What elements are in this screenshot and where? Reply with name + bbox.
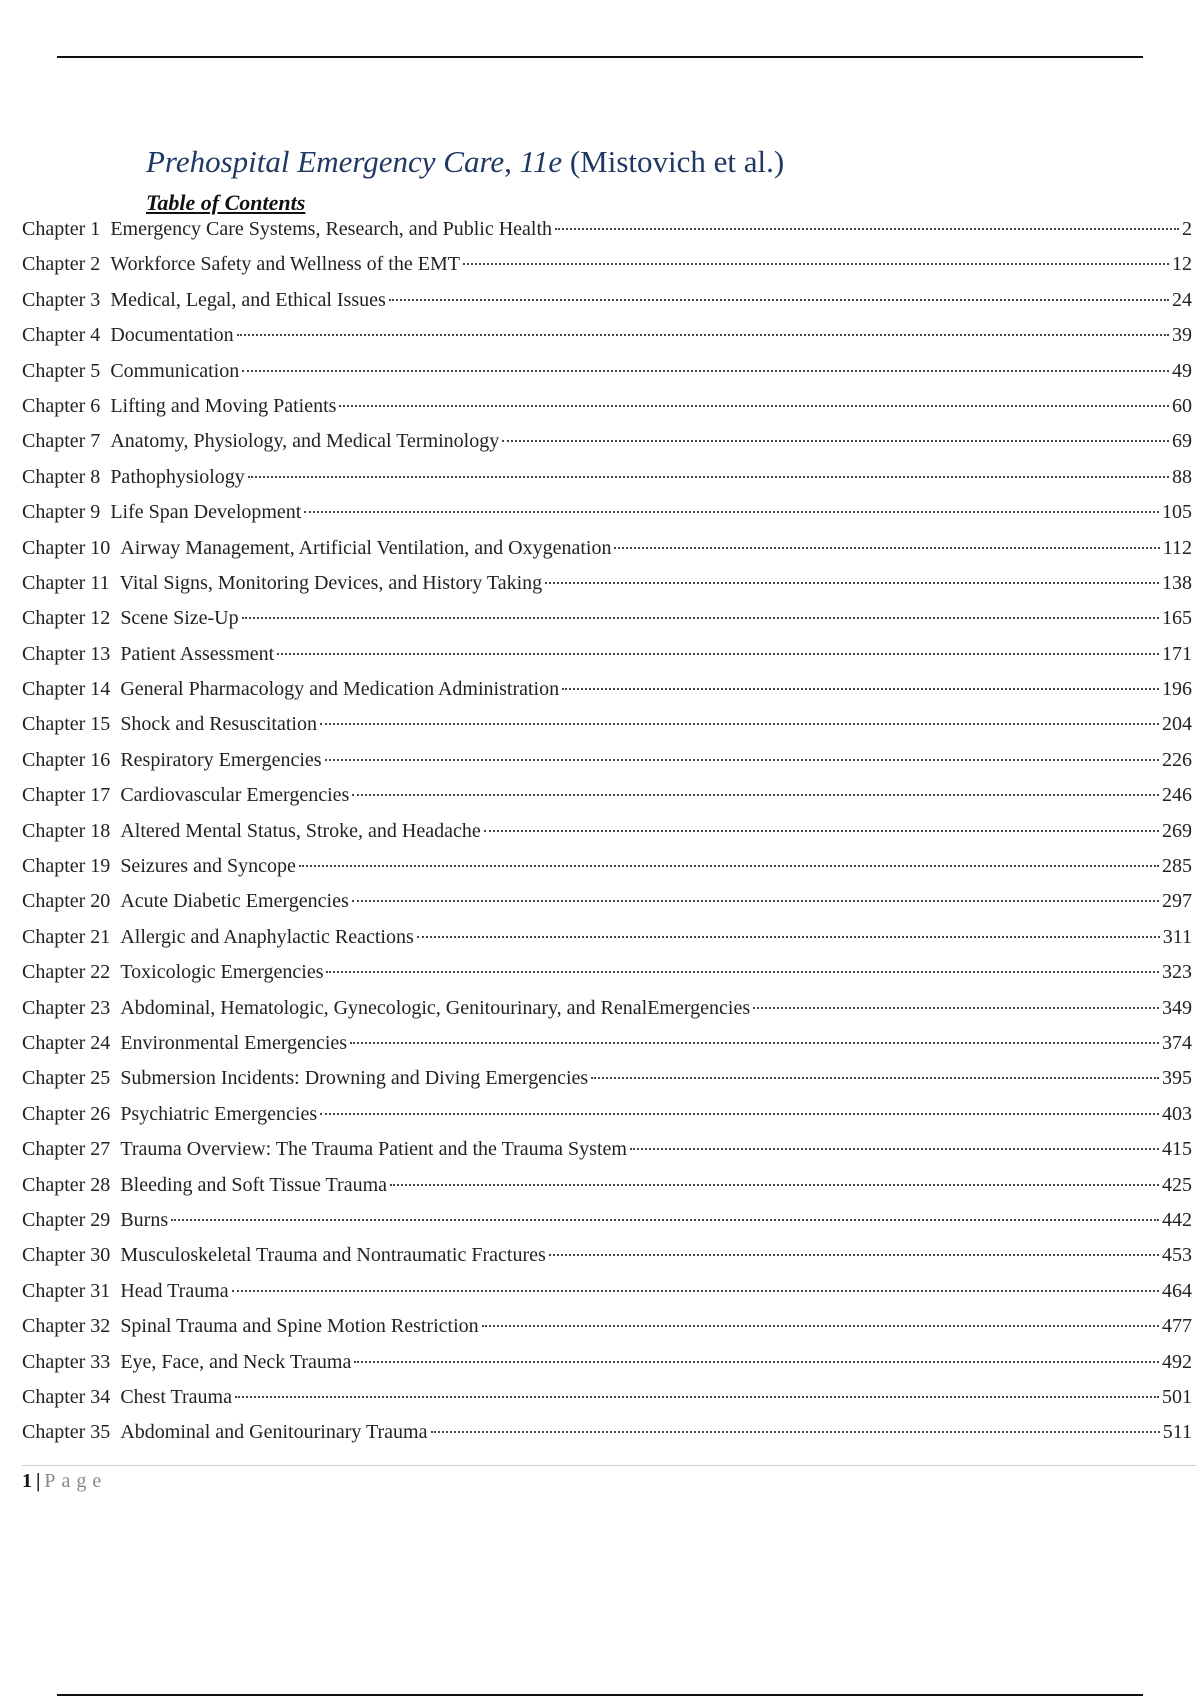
toc-dot-leader bbox=[242, 617, 1159, 619]
toc-entry[interactable] bbox=[22, 920, 1192, 955]
toc-page-number: 297 bbox=[1162, 890, 1192, 913]
toc-list bbox=[22, 212, 1192, 1451]
toc-entry[interactable] bbox=[22, 637, 1192, 672]
toc-chapter-number: Chapter 11 bbox=[22, 571, 110, 594]
toc-dot-leader bbox=[350, 1042, 1159, 1044]
document-title-authors: (Mistovich et al.) bbox=[562, 144, 785, 179]
toc-chapter-number: Chapter 7 bbox=[22, 430, 101, 453]
toc-chapter-title: Emergency Care Systems, Research, and Public Health bbox=[110, 218, 553, 240]
toc-dot-leader bbox=[339, 405, 1169, 407]
toc-entry[interactable] bbox=[22, 1345, 1192, 1380]
toc-chapter-title: Workforce Safety and Wellness of the EMT bbox=[110, 253, 460, 276]
toc-page-number: 112 bbox=[1162, 536, 1192, 559]
toc-dot-leader bbox=[482, 1325, 1159, 1327]
toc-chapter-number: Chapter 27 bbox=[22, 1138, 111, 1161]
toc-dot-leader bbox=[390, 1184, 1159, 1186]
toc-chapter-title: Pathophysiology bbox=[110, 465, 245, 488]
toc-page-number: 204 bbox=[1162, 713, 1192, 736]
toc-page-number: 165 bbox=[1162, 607, 1192, 630]
toc-chapter-title: Documentation bbox=[110, 324, 234, 347]
toc-dot-leader bbox=[591, 1077, 1159, 1079]
toc-page-number: 395 bbox=[1162, 1067, 1192, 1090]
toc-chapter-title: Bleeding and Soft Tissue Trauma bbox=[120, 1173, 388, 1196]
toc-dot-leader bbox=[248, 476, 1169, 478]
toc-chapter-number: Chapter 25 bbox=[22, 1067, 111, 1090]
toc-chapter-number: Chapter 24 bbox=[22, 1031, 111, 1054]
toc-chapter-number: Chapter 22 bbox=[22, 961, 111, 984]
toc-dot-leader bbox=[753, 1007, 1159, 1009]
toc-page-number: 138 bbox=[1162, 571, 1192, 594]
toc-chapter-title: Medical, Legal, and Ethical Issues bbox=[110, 288, 386, 311]
toc-chapter-title: Submersion Incidents: Drowning and Diving Emergencies bbox=[120, 1067, 589, 1090]
toc-dot-leader bbox=[320, 723, 1159, 725]
toc-dot-leader bbox=[417, 936, 1160, 938]
toc-heading: Table of Contents bbox=[146, 190, 306, 215]
toc-chapter-title: General Pharmacology and Medication Administration bbox=[120, 678, 560, 701]
toc-entry[interactable] bbox=[22, 318, 1192, 353]
toc-entry[interactable] bbox=[22, 460, 1192, 495]
toc-chapter-title: Trauma Overview: The Trauma Patient and the Trauma System bbox=[120, 1138, 627, 1161]
toc-page-number: 2 bbox=[1182, 218, 1192, 240]
toc-dot-leader bbox=[304, 511, 1159, 513]
toc-page-number: 464 bbox=[1162, 1279, 1192, 1302]
toc-chapter-title: Altered Mental Status, Stroke, and Headache bbox=[120, 819, 481, 842]
toc-chapter-title: Head Trauma bbox=[120, 1279, 229, 1302]
toc-entry[interactable] bbox=[22, 1132, 1192, 1167]
document-title-main: Prehospital Emergency Care, 11e bbox=[146, 144, 563, 179]
toc-dot-leader bbox=[484, 830, 1159, 832]
toc-entry[interactable] bbox=[22, 1061, 1192, 1096]
toc-chapter-title: Toxicologic Emergencies bbox=[120, 961, 324, 984]
toc-dot-leader bbox=[237, 334, 1169, 336]
toc-chapter-number: Chapter 33 bbox=[22, 1350, 111, 1373]
toc-entry[interactable] bbox=[22, 389, 1192, 424]
toc-page-number: 39 bbox=[1172, 324, 1192, 347]
toc-page-number: 374 bbox=[1162, 1031, 1192, 1054]
toc-chapter-title: Musculoskeletal Trauma and Nontraumatic Fractures bbox=[120, 1244, 546, 1267]
toc-page-number: 49 bbox=[1172, 359, 1192, 382]
toc-chapter-number: Chapter 21 bbox=[22, 925, 111, 948]
toc-chapter-number: Chapter 14 bbox=[22, 678, 111, 701]
toc-dot-leader bbox=[555, 228, 1179, 230]
toc-chapter-title: Scene Size-Up bbox=[120, 607, 239, 630]
toc-chapter-number: Chapter 30 bbox=[22, 1244, 111, 1267]
toc-dot-leader bbox=[242, 370, 1169, 372]
toc-chapter-number: Chapter 35 bbox=[22, 1421, 111, 1444]
toc-chapter-title: Patient Assessment bbox=[120, 642, 275, 665]
toc-chapter-title: Acute Diabetic Emergencies bbox=[120, 890, 349, 913]
page-number: 1 bbox=[22, 1470, 32, 1492]
toc-page-number: 69 bbox=[1172, 430, 1192, 453]
toc-dot-leader bbox=[562, 688, 1159, 690]
toc-chapter-number: Chapter 19 bbox=[22, 855, 111, 878]
toc-entry[interactable] bbox=[22, 1274, 1192, 1309]
toc-chapter-title: Abdominal, Hematologic, Gynecologic, Genitourinary, and RenalEmergencies bbox=[120, 996, 751, 1019]
toc-dot-leader bbox=[545, 582, 1159, 584]
toc-chapter-number: Chapter 16 bbox=[22, 748, 111, 771]
toc-dot-leader bbox=[326, 971, 1159, 973]
toc-entry[interactable] bbox=[22, 283, 1192, 318]
toc-chapter-number: Chapter 32 bbox=[22, 1315, 111, 1338]
toc-entry[interactable] bbox=[22, 1168, 1192, 1203]
toc-dot-leader bbox=[320, 1113, 1159, 1115]
toc-chapter-title: Environmental Emergencies bbox=[120, 1031, 348, 1054]
toc-entry[interactable] bbox=[22, 601, 1192, 636]
footer-separator: | bbox=[36, 1470, 41, 1492]
toc-chapter-title: Life Span Development bbox=[110, 501, 302, 524]
toc-chapter-number: Chapter 34 bbox=[22, 1385, 111, 1408]
toc-entry[interactable] bbox=[22, 1309, 1192, 1344]
toc-entry[interactable] bbox=[22, 884, 1192, 919]
toc-chapter-title: Vital Signs, Monitoring Devices, and History Taking bbox=[119, 571, 543, 594]
toc-page-number: 88 bbox=[1172, 465, 1192, 488]
toc-page-number: 196 bbox=[1162, 678, 1192, 701]
toc-entry[interactable] bbox=[22, 814, 1192, 849]
toc-page-number: 442 bbox=[1162, 1208, 1192, 1231]
page-label: Page bbox=[44, 1470, 108, 1492]
toc-chapter-title: Abdominal and Genitourinary Trauma bbox=[120, 1421, 428, 1444]
toc-entry[interactable] bbox=[22, 495, 1192, 530]
toc-chapter-title: Anatomy, Physiology, and Medical Terminology bbox=[110, 430, 500, 453]
toc-chapter-title: Allergic and Anaphylactic Reactions bbox=[120, 925, 414, 948]
toc-chapter-title: Lifting and Moving Patients bbox=[110, 394, 337, 417]
toc-chapter-number: Chapter 28 bbox=[22, 1173, 111, 1196]
toc-chapter-title: Shock and Resuscitation bbox=[120, 713, 317, 736]
toc-chapter-number: Chapter 9 bbox=[22, 501, 101, 524]
toc-dot-leader bbox=[463, 263, 1169, 265]
toc-chapter-number: Chapter 10 bbox=[22, 536, 111, 559]
toc-entry[interactable] bbox=[22, 531, 1192, 566]
top-rule bbox=[57, 56, 1143, 58]
toc-dot-leader bbox=[299, 865, 1159, 867]
toc-entry[interactable] bbox=[22, 566, 1192, 601]
toc-chapter-number: Chapter 6 bbox=[22, 394, 101, 417]
toc-chapter-title: Airway Management, Artificial Ventilation, and Oxygenation bbox=[120, 536, 612, 559]
toc-dot-leader bbox=[354, 1361, 1159, 1363]
toc-chapter-title: Eye, Face, and Neck Trauma bbox=[120, 1350, 352, 1373]
toc-page-number: 246 bbox=[1162, 784, 1192, 807]
toc-entry[interactable] bbox=[22, 354, 1192, 389]
toc-chapter-number: Chapter 12 bbox=[22, 607, 111, 630]
toc-entry[interactable] bbox=[22, 778, 1192, 813]
toc-page-number: 323 bbox=[1162, 961, 1192, 984]
toc-entry[interactable] bbox=[22, 1026, 1192, 1061]
toc-dot-leader bbox=[389, 299, 1169, 301]
toc-chapter-title: Chest Trauma bbox=[120, 1385, 232, 1408]
toc-chapter-number: Chapter 23 bbox=[22, 996, 111, 1019]
toc-page-number: 477 bbox=[1162, 1315, 1192, 1338]
toc-page-number: 349 bbox=[1162, 996, 1192, 1019]
toc-entry[interactable] bbox=[22, 1415, 1192, 1450]
toc-entry[interactable] bbox=[22, 212, 1192, 247]
toc-entry[interactable] bbox=[22, 955, 1192, 990]
toc-chapter-number: Chapter 15 bbox=[22, 713, 111, 736]
toc-page-number: 492 bbox=[1162, 1350, 1192, 1373]
toc-dot-leader bbox=[277, 653, 1159, 655]
toc-chapter-title: Respiratory Emergencies bbox=[120, 748, 322, 771]
document-title bbox=[146, 142, 784, 182]
toc-chapter-number: Chapter 5 bbox=[22, 359, 101, 382]
toc-entry[interactable] bbox=[22, 1097, 1192, 1132]
toc-entry[interactable] bbox=[22, 1203, 1192, 1238]
toc-page-number: 453 bbox=[1162, 1244, 1192, 1267]
toc-chapter-number: Chapter 1 bbox=[22, 218, 101, 240]
toc-page-number: 24 bbox=[1172, 288, 1192, 311]
toc-page-number: 415 bbox=[1162, 1138, 1192, 1161]
toc-page-number: 425 bbox=[1162, 1173, 1192, 1196]
toc-chapter-number: Chapter 31 bbox=[22, 1279, 111, 1302]
toc-page-number: 12 bbox=[1172, 253, 1192, 276]
toc-chapter-title: Communication bbox=[110, 359, 240, 382]
toc-dot-leader bbox=[325, 759, 1159, 761]
toc-page-number: 403 bbox=[1162, 1102, 1192, 1125]
toc-dot-leader bbox=[352, 900, 1159, 902]
toc-entry[interactable] bbox=[22, 1238, 1192, 1273]
toc-chapter-number: Chapter 20 bbox=[22, 890, 111, 913]
toc-chapter-number: Chapter 13 bbox=[22, 642, 111, 665]
toc-dot-leader bbox=[171, 1219, 1159, 1221]
toc-dot-leader bbox=[502, 440, 1169, 442]
toc-dot-leader bbox=[352, 794, 1159, 796]
toc-chapter-number: Chapter 26 bbox=[22, 1102, 111, 1125]
toc-page-number: 226 bbox=[1162, 748, 1192, 771]
toc-entry[interactable] bbox=[22, 707, 1192, 742]
toc-dot-leader bbox=[235, 1396, 1159, 1398]
toc-chapter-title: Cardiovascular Emergencies bbox=[120, 784, 350, 807]
toc-page-number: 269 bbox=[1162, 819, 1192, 842]
toc-page-number: 511 bbox=[1162, 1421, 1192, 1444]
toc-chapter-number: Chapter 2 bbox=[22, 253, 101, 276]
toc-entry[interactable] bbox=[22, 743, 1192, 778]
toc-chapter-number: Chapter 17 bbox=[22, 784, 111, 807]
bottom-rule bbox=[57, 1694, 1143, 1696]
toc-chapter-title: Psychiatric Emergencies bbox=[120, 1102, 318, 1125]
toc-dot-leader bbox=[614, 547, 1159, 549]
toc-page-number: 171 bbox=[1162, 642, 1192, 665]
toc-entry[interactable] bbox=[22, 1380, 1192, 1415]
toc-dot-leader bbox=[630, 1148, 1159, 1150]
toc-page-number: 60 bbox=[1172, 394, 1192, 417]
toc-page-number: 311 bbox=[1162, 925, 1192, 948]
toc-chapter-title: Spinal Trauma and Spine Motion Restriction bbox=[120, 1315, 479, 1338]
toc-entry[interactable] bbox=[22, 849, 1192, 884]
toc-entry[interactable] bbox=[22, 424, 1192, 459]
footer-rule bbox=[22, 1465, 1196, 1466]
toc-entry[interactable] bbox=[22, 991, 1192, 1026]
toc-chapter-title: Burns bbox=[120, 1208, 169, 1231]
toc-page-number: 285 bbox=[1162, 855, 1192, 878]
toc-entry[interactable] bbox=[22, 672, 1192, 707]
page-footer bbox=[22, 1468, 107, 1494]
toc-page-number: 501 bbox=[1162, 1385, 1192, 1408]
toc-chapter-number: Chapter 29 bbox=[22, 1208, 111, 1231]
toc-chapter-number: Chapter 4 bbox=[22, 324, 101, 347]
toc-chapter-number: Chapter 18 bbox=[22, 819, 111, 842]
toc-chapter-number: Chapter 8 bbox=[22, 465, 101, 488]
toc-page-number: 105 bbox=[1162, 501, 1192, 524]
toc-chapter-title: Seizures and Syncope bbox=[120, 855, 296, 878]
toc-dot-leader bbox=[232, 1290, 1159, 1292]
toc-entry[interactable] bbox=[22, 247, 1192, 282]
toc-chapter-number: Chapter 3 bbox=[22, 288, 101, 311]
toc-dot-leader bbox=[431, 1431, 1160, 1433]
toc-dot-leader bbox=[549, 1254, 1159, 1256]
